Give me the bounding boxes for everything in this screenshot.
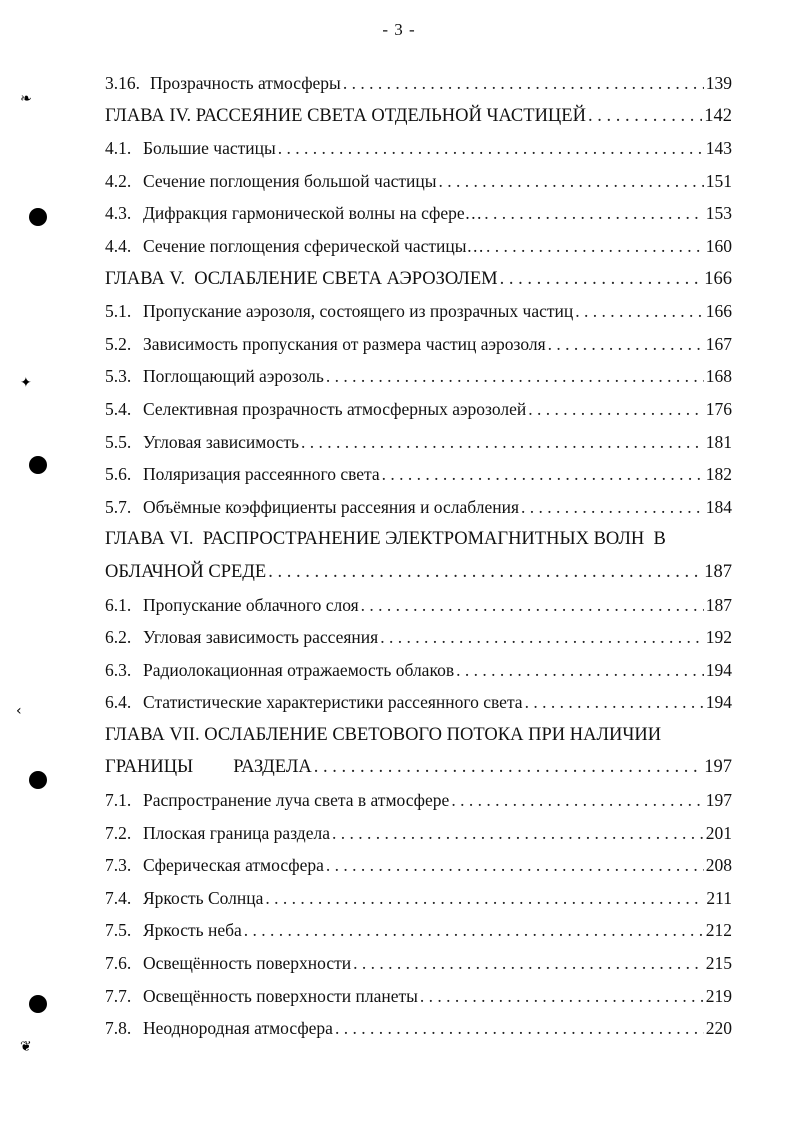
toc-entry: 6.3. Радиолокационная отражаемость облаков . . . 194 [105,660,732,693]
toc-entry: 6.2. Угловая зависимость рассеяния . . . 192 [105,627,732,660]
scan-speck: ❧ [20,91,32,107]
toc-chapter-line: ГЛАВА VII. ОСЛАБЛЕНИЕ СВЕТОВОГО ПОТОКА ПРИ НАЛИЧИИ [105,724,662,745]
scan-speck: ❦ [20,1039,32,1055]
toc-chapter: ОБЛАЧНОЙ СРЕДЕ . . . 187 [105,562,732,595]
toc-entry: 6.4. Статистические характеристики рассеянного света . . . 194 [105,692,732,725]
toc-entry: 7.8. Неоднородная атмосфера . . . 220 [105,1018,732,1051]
toc-entry: 4.4. Сечение поглощения сферической частицы… . . . 160 [105,236,732,269]
toc-entry: 4.3. Дифракция гармонической волны на сфере… . . . 153 [105,203,732,236]
toc-entry: 5.1. Пропускание аэрозоля, состоящего из прозрачных частиц . . . 166 [105,301,732,334]
toc-chapter-line: ГЛАВА VI. РАСПРОСТРАНЕНИЕ ЭЛЕКТРОМАГНИТНЫХ ВОЛН В [105,529,666,550]
toc-entry: 7.5. Яркость неба . . . 212 [105,920,732,953]
binder-hole [29,456,47,474]
toc-entry: 5.2. Зависимость пропускания от размера частиц аэрозоля . . . 167 [105,334,732,367]
toc-entry: 7.6. Освещённость поверхности . . . 215 [105,953,732,986]
toc-chapter: ГРАНИЦЫ РАЗДЕЛА . . . 197 [105,757,732,790]
toc-entry: 6.1. Пропускание облачного слоя . . . 187 [105,595,732,628]
toc-entry: 7.7. Освещённость поверхности планеты . . . 219 [105,986,732,1019]
toc-chapter: ГЛАВА V. ОСЛАБЛЕНИЕ СВЕТА АЭРОЗОЛЕМ . . . 166 [105,269,732,302]
scan-speck: ✦ [20,375,32,391]
toc-entry: 7.2. Плоская граница раздела . . . 201 [105,823,732,856]
toc-entry: 7.3. Сферическая атмосфера . . . 208 [105,855,732,888]
table-of-contents [105,73,732,1051]
toc-entry: 5.5. Угловая зависимость . . . 181 [105,432,732,465]
toc-entry: 3.16. Прозрачность атмосферы . . . 139 [105,73,732,106]
toc-entry: 5.3. Поглощающий аэрозоль . . . 168 [105,366,732,399]
toc-entry: 5.6. Поляризация рассеянного света . . . 182 [105,464,732,497]
toc-entry: 5.4. Селективная прозрачность атмосферных аэрозолей . . . 176 [105,399,732,432]
page-number: - 3 - [382,20,416,39]
toc-entry: 4.2. Сечение поглощения большой частицы . . . 151 [105,171,732,204]
binder-hole [29,771,47,789]
toc-entry: 7.1. Распространение луча света в атмосфере . . . 197 [105,790,732,823]
binder-hole [29,208,47,226]
toc-entry: 4.1. Большие частицы . . . 143 [105,138,732,171]
toc-entry: 5.7. Объёмные коэффициенты рассеяния и ослабления . . . 184 [105,497,732,530]
toc-chapter: ГЛАВА IV. РАССЕЯНИЕ СВЕТА ОТДЕЛЬНОЙ ЧАСТИЦЕЙ . . . 142 [105,106,732,139]
toc-entry: 7.4. Яркость Солнца . . . 211 [105,888,732,921]
scan-speck: ‹ [16,703,22,719]
binder-hole [29,995,47,1013]
